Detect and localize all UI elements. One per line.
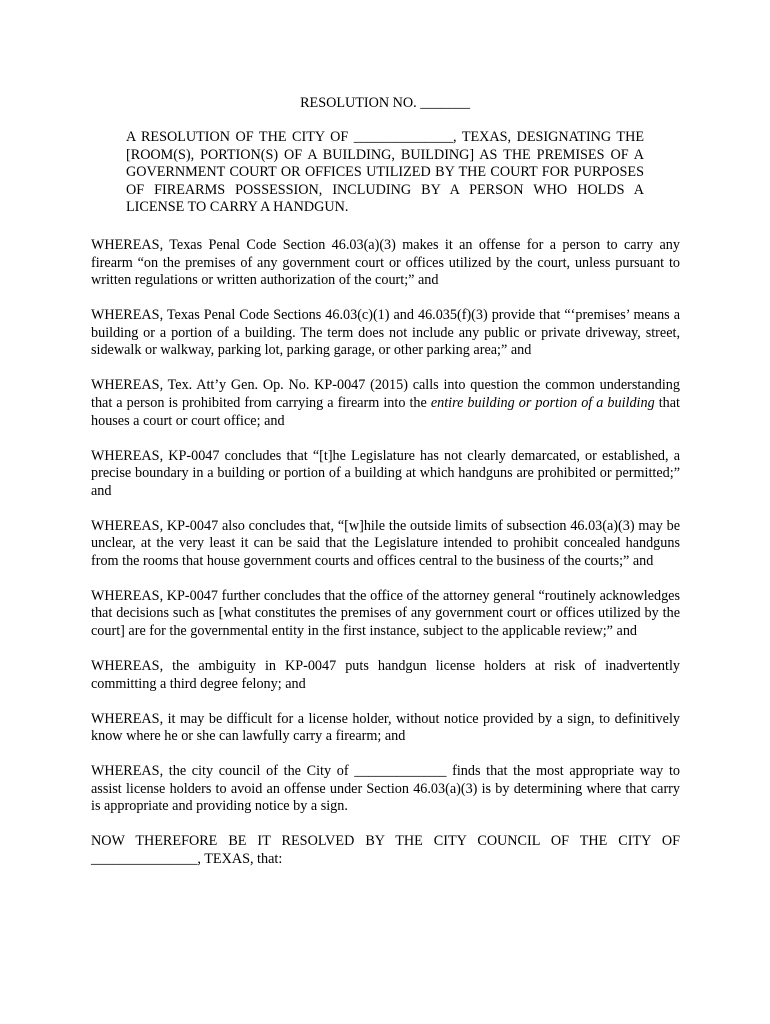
resolution-body <box>91 237 680 869</box>
whereas-paragraph-4: WHEREAS, KP-0047 concludes that “[t]he Legislature has not clearly demarcated, or established, a precise boundary in a building or portion of a building at which handguns are prohibited or permitted;” and <box>91 447 680 499</box>
resolution-caption: A RESOLUTION OF THE CITY OF ______________, TEXAS, DESIGNATING THE [ROOM(S), PORTION(S) OF A BUILDING, BUILDING] AS THE PREMISES OF A GOVERNMENT COURT OR OFFICES UTILIZED BY THE COURT FOR PURPOSES OF FIREARMS POSSESSION, INCLUDING BY A PERSON WHO HOLDS A LICENSE TO CARRY A HANDGUN. <box>126 129 644 216</box>
paragraph-3-text-start: WHEREAS, Tex. Att’y Gen. Op. No. KP-0047 (2015) calls into question the common understanding that a person is prohibited from carrying a firearm into the <box>91 377 680 411</box>
whereas-paragraph-2: WHEREAS, Texas Penal Code Sections 46.03(c)(1) and 46.035(f)(3) provide that “‘premises’ means a building or a portion of a building. The term does not include any public or private driveway, street, sidewalk or walkway, parking lot, parking garage, or other parking area;” and <box>91 307 680 359</box>
whereas-paragraph-6: WHEREAS, KP-0047 further concludes that the office of the attorney general “routinely acknowledges that decisions such as [what constitutes the premises of any government court or offices utilized by the court] are for the governmental entity in the first instance, subject to the applicable review;” and <box>91 587 680 640</box>
resolved-paragraph: NOW THEREFORE BE IT RESOLVED BY THE CITY COUNCIL OF THE CITY OF _______________, TEXAS, that: <box>91 833 680 867</box>
whereas-paragraph-9: WHEREAS, the city council of the City of _____________ finds that the most appropriate way to assist license holders to avoid an offense under Section 46.03(a)(3) is by determining where that carry is appropriate and providing notice by a sign. <box>91 763 680 815</box>
resolution-number-title: RESOLUTION NO. _______ <box>300 95 470 111</box>
paragraph-3-text-end: that houses a court or court office; and <box>91 394 680 429</box>
whereas-paragraph-8: WHEREAS, it may be difficult for a license holder, without notice provided by a sign, to definitively know where he or she can lawfully carry a firearm; and <box>91 710 680 745</box>
whereas-paragraph-7: WHEREAS, the ambiguity in KP-0047 puts handgun license holders at risk of inadvertently committing a third degree felony; and <box>91 658 680 692</box>
whereas-paragraph-5: WHEREAS, KP-0047 also concludes that, “[w]hile the outside limits of subsection 46.03(a)(3) may be unclear, at the very least it can be said that the Legislature intended to prohibit concealed handguns from the rooms that house government courts and offices central to the business of the courts;” and <box>91 517 680 569</box>
whereas-paragraph-1: WHEREAS, Texas Penal Code Section 46.03(a)(3) makes it an offense for a person to carry any firearm “on the premises of any government court or offices utilized by the court, unless pursuant to written regulations or written authorization of the court;” and <box>91 237 680 289</box>
whereas-paragraph-3 <box>91 377 680 430</box>
paragraph-3-emphasis: entire building or portion of a building <box>430 394 655 411</box>
